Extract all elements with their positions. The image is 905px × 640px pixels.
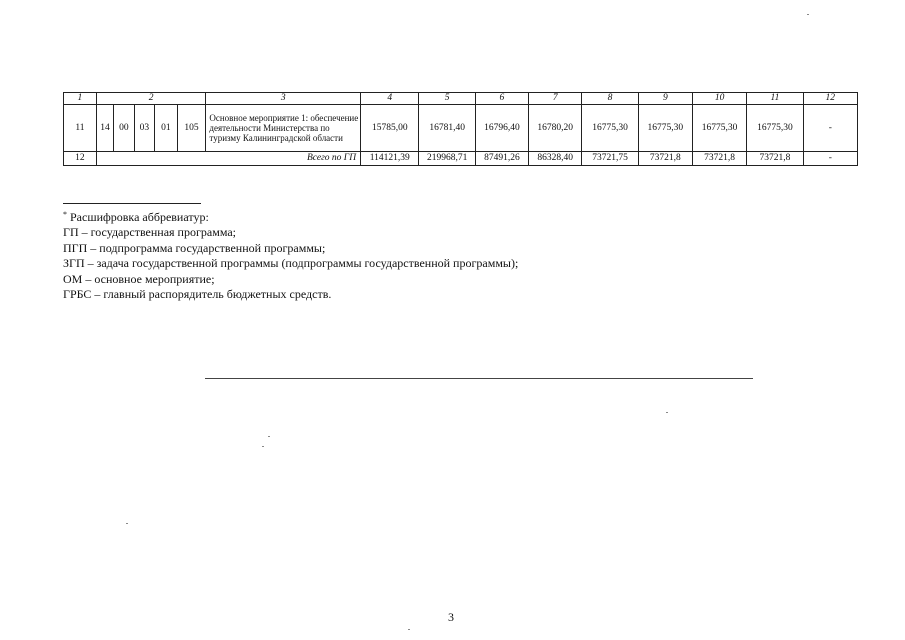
- value-cell: 16781,40: [419, 105, 475, 152]
- code-cell: 00: [114, 105, 134, 152]
- header-cell: 10: [692, 93, 746, 105]
- value-cell: 219968,71: [419, 152, 475, 166]
- value-cell: 114121,39: [361, 152, 419, 166]
- header-cell: 3: [206, 93, 361, 105]
- description-cell: Основное мероприятие 1: обеспечение деятельности Министерства по туризму Калининградской области: [206, 105, 361, 152]
- note-line: ЗГП – задача государственной программы (подпрограммы государственной программы);: [63, 256, 519, 271]
- header-cell: 1: [64, 93, 97, 105]
- scan-speck: [126, 523, 128, 524]
- scan-speck: [268, 436, 270, 437]
- value-cell: 73721,8: [747, 152, 803, 166]
- value-cell: 16775,30: [692, 105, 746, 152]
- value-cell: 16775,30: [747, 105, 803, 152]
- header-cell: 12: [803, 93, 857, 105]
- note-line: ПГП – подпрограмма государственной программы;: [63, 240, 326, 255]
- value-cell: 86328,40: [529, 152, 582, 166]
- closing-divider: [205, 378, 753, 379]
- total-row: [64, 152, 858, 166]
- notes-title: [63, 207, 518, 225]
- note-line: ОМ – основное мероприятие;: [63, 271, 215, 286]
- scan-speck: [807, 14, 809, 15]
- scan-speck: [262, 446, 264, 447]
- abbreviation-notes: [63, 207, 518, 302]
- row-number-cell: 11: [64, 105, 97, 152]
- footnote-divider: [63, 203, 201, 204]
- scan-speck: [666, 412, 668, 413]
- value-cell: 87491,26: [475, 152, 528, 166]
- total-label-cell: Всего по ГП: [96, 152, 360, 166]
- table-header-row: [64, 93, 858, 105]
- code-cell: 03: [134, 105, 154, 152]
- value-cell: 73721,75: [582, 152, 638, 166]
- scan-speck: [408, 629, 410, 630]
- code-cell: 01: [155, 105, 178, 152]
- note-line: ГП – государственная программа;: [63, 225, 236, 240]
- header-cell: 8: [582, 93, 638, 105]
- value-cell: -: [803, 152, 857, 166]
- header-cell: 11: [747, 93, 803, 105]
- page-number: 3: [448, 610, 454, 624]
- budget-table: [63, 92, 858, 166]
- header-cell: 7: [529, 93, 582, 105]
- header-cell: 4: [361, 93, 419, 105]
- value-cell: 16796,40: [475, 105, 528, 152]
- header-cell: 9: [638, 93, 692, 105]
- table-row: [64, 105, 858, 152]
- header-cell: 5: [419, 93, 475, 105]
- header-cell: 6: [475, 93, 528, 105]
- value-cell: 73721,8: [692, 152, 746, 166]
- footnote-marker: *: [63, 210, 67, 219]
- value-cell: -: [803, 105, 857, 152]
- notes-title-text: Расшифровка аббревиатур:: [70, 210, 209, 224]
- value-cell: 15785,00: [361, 105, 419, 152]
- value-cell: 16775,30: [582, 105, 638, 152]
- row-number-cell: 12: [64, 152, 97, 166]
- value-cell: 16775,30: [638, 105, 692, 152]
- value-cell: 16780,20: [529, 105, 582, 152]
- header-cell: 2: [96, 93, 206, 105]
- code-cell: 14: [96, 105, 113, 152]
- note-line: ГРБС – главный распорядитель бюджетных средств.: [63, 287, 332, 302]
- code-cell: 105: [177, 105, 206, 152]
- value-cell: 73721,8: [638, 152, 692, 166]
